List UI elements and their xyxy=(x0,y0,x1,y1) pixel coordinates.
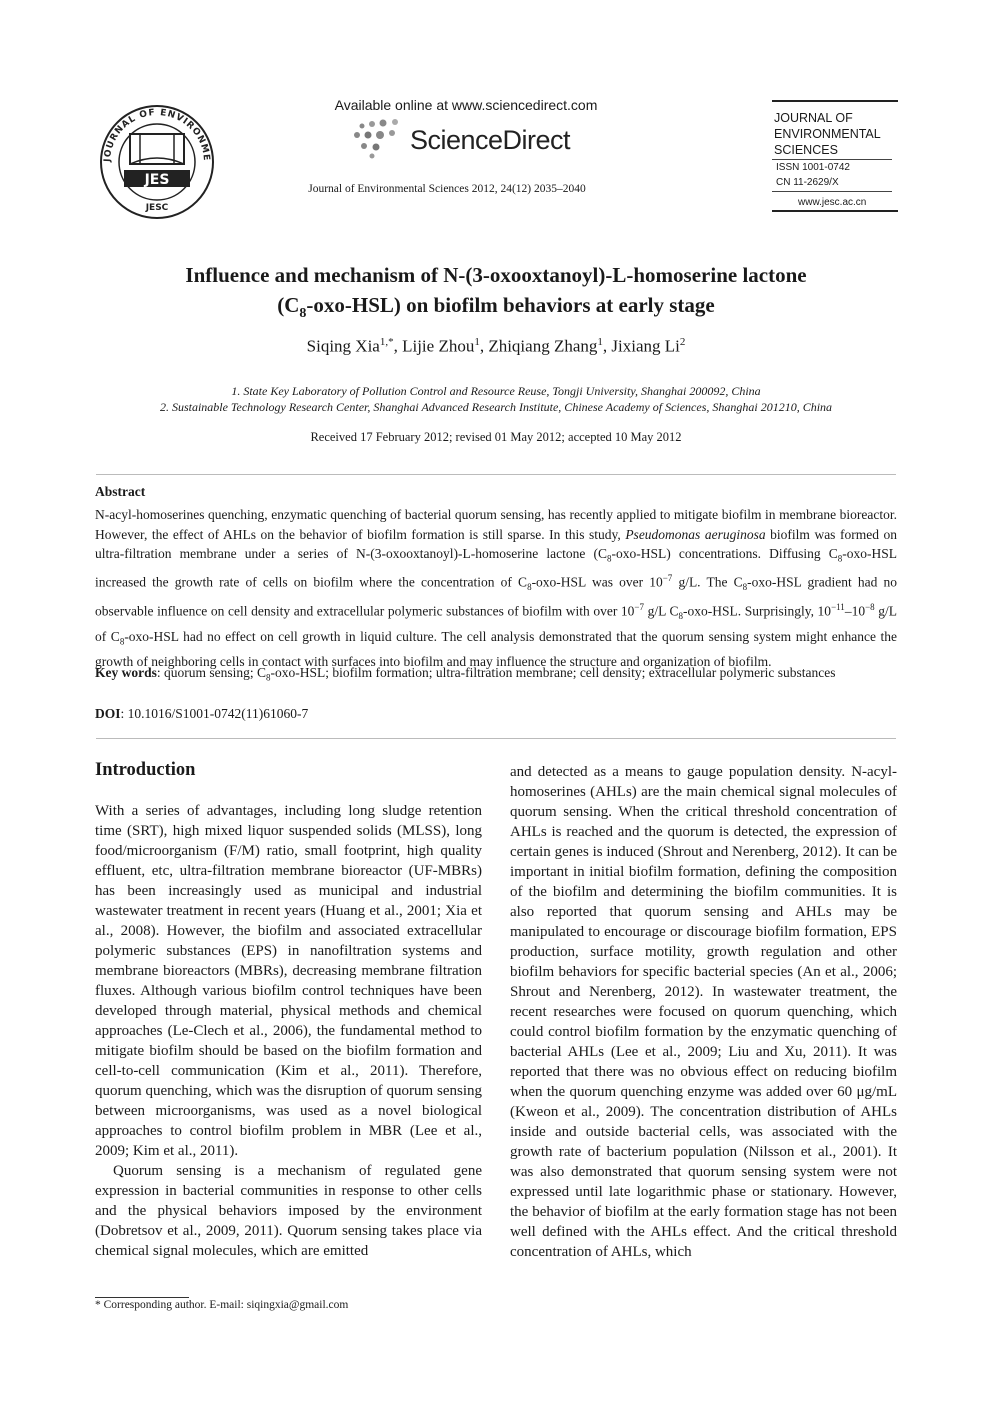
received-dates: Received 17 February 2012; revised 01 May 2012; accepted 10 May 2012 xyxy=(310,430,682,444)
author-name: Lijie Zhou xyxy=(402,336,475,356)
journal-cn: CN 11-2629/X xyxy=(776,177,839,188)
author-name: Zhiqiang Zhang xyxy=(488,336,598,356)
abstract-heading: Abstract xyxy=(95,484,146,499)
intro-paragraph-1: With a series of advantages, including long sludge retention time (SRT), high mixed liquor suspended solids (MLSS), long food/microorganism (F/M) ratio, small footprint, high quality effluent, etc, ultra-filtration membrane bioreactor (UF-MBRs) has been increasingly used as municipal and industrial wastewater treatment in recent years (Huang et al., 2001; Xia et al., 2008). However, the biofilm and associated extracellular polymeric substances (EPS) in nanofiltration systems and membrane bioreactors (MBRs), decreasing membrane filtration fluxes. Although various biofilm control techniques have been developed through material, physical methods and chemical approaches (Le-Clech et al., 2006), the fundamental method to mitigate biofilm should be based on the biofilm formation and cell-to-cell communication (Kim et al., 2011). Therefore, quorum quenching, which was the disruption of quorum sensing between microorganisms, was used as a novel biological approaches to control biofilm problem in MBR (Lee et al., 2009; Kim et al., 2011). xyxy=(95,803,482,1159)
introduction-heading: Introduction xyxy=(95,760,196,780)
affiliation-1: 1. State Key Laboratory of Pollution Control and Resource Reuse, Tongji University, Shanghai 200092, China xyxy=(231,384,761,398)
left-column xyxy=(95,801,482,1261)
corresponding-author-footnote: * Corresponding author. E-mail: siqingxia@gmail.com xyxy=(95,1299,349,1311)
jes-logo-bottom: JESC xyxy=(145,203,169,213)
author-list: Siqing Xia$^{1,*}$, Lijie Zhou$^1$, Zhiqiang Zhang$^1$, Jixiang Li$^2$ xyxy=(306,336,686,356)
title-line1: Influence and mechanism of N-(3-oxooxtanoyl)-L-homoserine lactone xyxy=(185,263,807,287)
keywords: Key words: quorum sensing; $C_8-oxo$-HSL; biofilm formation; ultra-filtration membrane; cell density; extracellular polymeric substances xyxy=(95,665,836,683)
journal-issn: ISSN 1001-0742 xyxy=(776,162,850,173)
jes-logo-ring-text: JOURNAL OF ENVIRONME xyxy=(102,107,212,163)
journal-box-line3: SCIENCES xyxy=(774,143,838,157)
available-online-text: Available online at www.sciencedirect.com xyxy=(334,97,598,113)
abstract-body: N-acyl-homoserines quenching, enzymatic quenching of bacterial quorum sensing, has recently applied to mitigate biofilm in membrane bioreactor. However, the effect of AHLs on the behavior of biofilm formation is still sparse. In this study, Pseudomonas aeruginosa biofilm was formed on ultra-filtration membrane under a series of N-(3-oxooxtanoyl)-L-homoserine lactone $(C_8-oxo-HSL)$ concentrations. Diffusing $C_8-oxo$-HSL increased the growth rate of cells on biofilm where the concentration of $C_8-oxo$-HSL was over $10^{-7}$ g/L. The $C_8-oxo$-HSL gradient had no observable influence on cell density and extracellular polymeric substances of biofilm with over $10^{-7}$ g/L $C_8-oxo$-HSL. Surprisingly, $10^{-11}-10^{-8}$ g/L of $C_8-oxo$-HSL had no effect on cell growth in liquid culture. The cell analysis demonstrated that the quorum sensing system might enhance the growth of neighboring cells in contact with surfaces into biofilm and may influence the structure and organization of biofilm. xyxy=(95,507,898,670)
author-name: Jixiang Li xyxy=(611,336,680,356)
keywords-label: Key words xyxy=(95,665,157,680)
journal-box-line1: JOURNAL OF xyxy=(774,111,853,125)
jes-logo-center: JES xyxy=(144,172,170,188)
doi-label: DOI xyxy=(95,706,121,721)
affiliation-2: 2. Sustainable Technology Research Center, Shanghai Advanced Research Institute, Chinese Academy of Sciences, Shanghai 201210, China xyxy=(159,400,833,414)
sciencedirect-logo-text: ScienceDirect xyxy=(410,125,571,155)
doi-value: : 10.1016/S1001-0742(11)61060-7 xyxy=(120,706,309,721)
doi xyxy=(95,706,308,722)
journal-website: www.jesc.ac.cn xyxy=(798,197,867,208)
divider xyxy=(96,738,896,739)
intro-paragraph-2: Quorum sensing is a mechanism of regulated gene expression in bacterial communities in response to other cells and the physical behaviors imposed by the environment (Dobretsov et al., 2009, 2011). Quorum sensing takes place via chemical signal molecules, which are emitted xyxy=(95,1163,482,1259)
journal-citation: Journal of Environmental Sciences 2012, 24(12) 2035–2040 xyxy=(308,183,586,195)
title-line2: $(C_8-oxo-HSL)$ on biofilm behaviors at early stage xyxy=(277,293,715,322)
author-name: Siqing Xia xyxy=(306,336,380,356)
journal-box-line2: ENVIRONMENTAL xyxy=(774,127,881,141)
footnote-divider xyxy=(95,1297,189,1298)
divider xyxy=(96,474,896,475)
intro-paragraph-3: and detected as a means to gauge population density. N-acyl-homoserines (AHLs) are the main chemical signal molecules of quorum sensing. When the critical threshold concentration of AHLs is reached and the quorum is detected, the expression of certain genes is induced (Shrout and Nerenberg, 2012). It can be important in initial biofilm formation, defining the composition of the biofilm and determining the biofilm communities. It is also reported that quorum sensing and AHLs may be manipulated to encourage or discourage biofilm formation, EPS production, surface motility, growth regulation and other biofilm behaviors for specific bacterial species (An et al., 2006; Shrout and Nerenberg, 2012). In wastewater treatment, the recent researches were focused on quorum quenching, which could control biofilm formation by the enzymatic quenching of bacterial AHLs (Lee et al., 2009; Liu and Xu, 2011). It was reported that there was no obvious effect on reducing biofilm when the quorum quenching enzyme was added over 60 μg/mL (Kweon et al., 2009). The concentration distribution of AHLs inside and outside bacterial cells, was associated with the growth rate of bacterium population (Nilsson et al., 2001). It was also demonstrated that quorum sensing system were not expressed until late logarithmic phase or stationary. However, the behavior of biofilm at the early formation stage has not been well defined with the AHLs effect. And the critical threshold concentration of AHLs, which xyxy=(510,764,897,1260)
jes-logo xyxy=(96,102,218,220)
article-title xyxy=(96,260,896,329)
right-column xyxy=(510,762,897,1262)
